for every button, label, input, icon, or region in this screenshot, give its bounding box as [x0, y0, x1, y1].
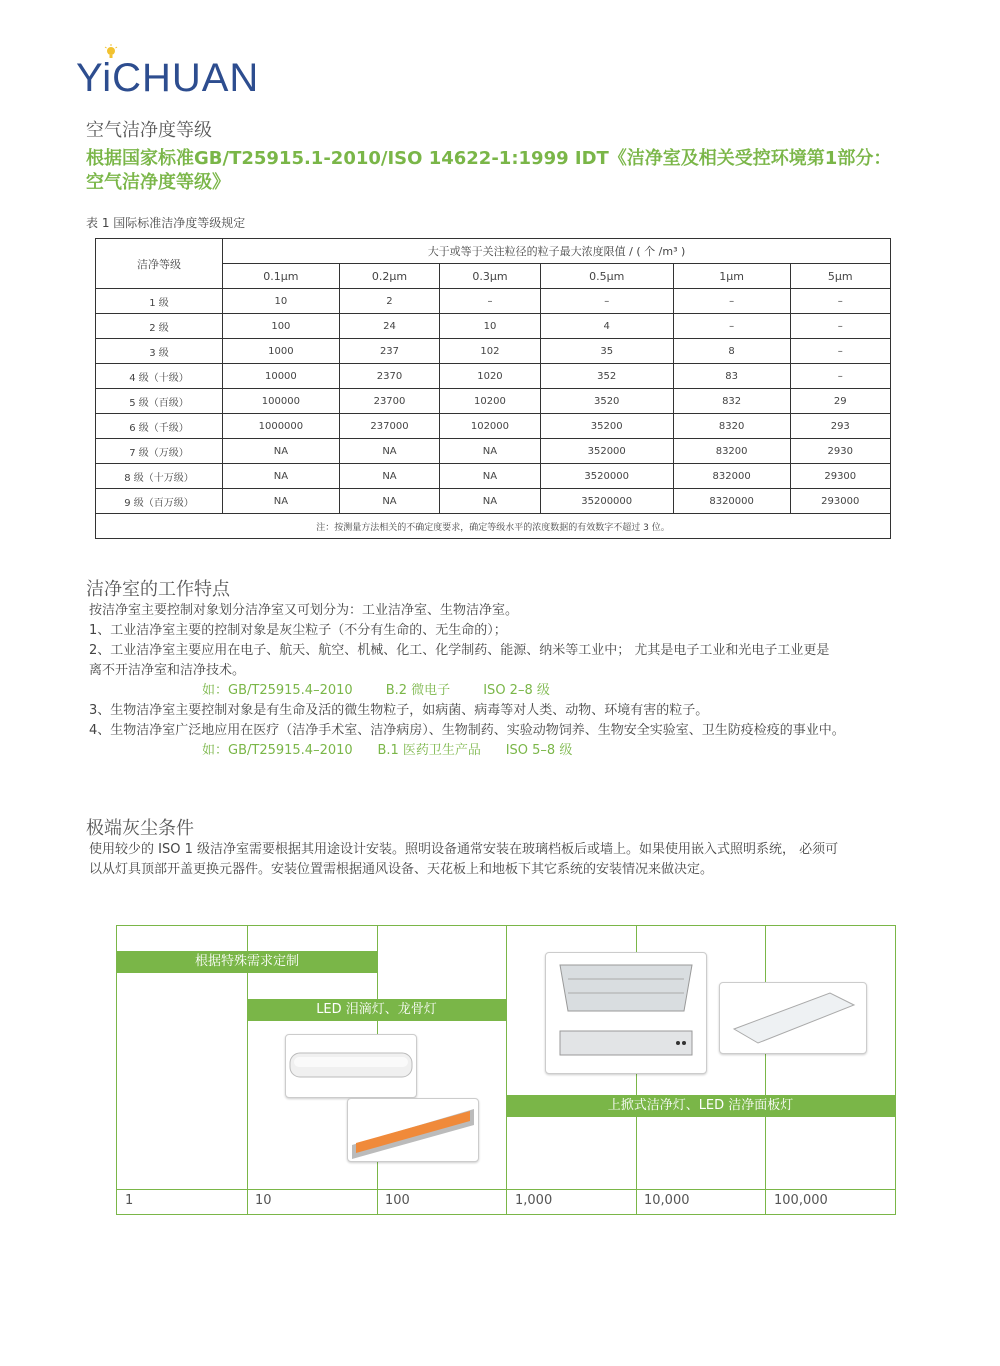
column-header: 0.1μm [223, 264, 340, 289]
extreme-dust-body [89, 840, 919, 880]
axis-tick-label: 100,000 [774, 1193, 828, 1208]
value-cell: 293 [790, 414, 891, 439]
axis-tick-label: 10 [255, 1193, 272, 1208]
value-cell: 1020 [440, 364, 540, 389]
value-cell: 2 [339, 289, 439, 314]
column-header: 1μm [673, 264, 790, 289]
value-cell: 352000 [540, 439, 673, 464]
value-cell: NA [440, 439, 540, 464]
value-cell: – [673, 289, 790, 314]
table-row [96, 439, 891, 464]
value-cell: 35200 [540, 414, 673, 439]
value-cell: 10000 [223, 364, 340, 389]
section-heading-cleanliness: 空气洁净度等级 [86, 120, 212, 141]
table-row [96, 339, 891, 364]
value-cell: 29300 [790, 464, 891, 489]
table-row [96, 414, 891, 439]
features-p5: 4、生物洁净室广泛地应用在医疗（洁净手术室、洁净病房）、生物制药、实验动物饲养、生物安全实验室、卫生防疫检疫的事业中。 [89, 723, 845, 738]
band-custom: 根据特殊需求定制 [117, 951, 377, 973]
standard-title [86, 147, 906, 195]
value-cell: – [790, 314, 891, 339]
grade-cell: 9 级（百万级） [96, 489, 223, 514]
value-cell: 24 [339, 314, 439, 339]
grade-cell: 1 级 [96, 289, 223, 314]
cleanliness-grade-table [95, 238, 891, 539]
value-cell: 832 [673, 389, 790, 414]
value-cell: – [673, 314, 790, 339]
table-row [96, 389, 891, 414]
standard-title-line2: 空气洁净度等级》 [86, 172, 230, 193]
value-cell: – [790, 289, 891, 314]
led-tube-orange-image [347, 1098, 479, 1162]
value-cell: 832000 [673, 464, 790, 489]
axis-line [117, 1189, 895, 1190]
value-cell: 237 [339, 339, 439, 364]
table-row [96, 289, 891, 314]
value-cell: 1000 [223, 339, 340, 364]
product-range-chart [116, 925, 896, 1215]
value-cell: 83 [673, 364, 790, 389]
value-cell: 10 [440, 314, 540, 339]
value-cell: NA [440, 489, 540, 514]
table-caption: 表 1 国际标准洁净度等级规定 [86, 216, 246, 230]
grade-cell: 8 级（十万级） [96, 464, 223, 489]
column-header: 5μm [790, 264, 891, 289]
flip-cleanroom-lamp-image [545, 952, 707, 1074]
value-cell: 35200000 [540, 489, 673, 514]
grade-cell: 6 级（千级） [96, 414, 223, 439]
value-cell: 35 [540, 339, 673, 364]
value-cell: 29 [790, 389, 891, 414]
table-row [96, 489, 891, 514]
value-cell: 3520000 [540, 464, 673, 489]
value-cell: 8320000 [673, 489, 790, 514]
grade-cell: 5 级（百级） [96, 389, 223, 414]
features-body [89, 601, 919, 761]
extreme-dust-p2: 以从灯具顶部开盖更换元器件。安装位置需根据通风设备、天花板上和地板下其它系统的安装情况来做决定。 [89, 862, 714, 877]
value-cell: 8 [673, 339, 790, 364]
value-cell: 102 [440, 339, 540, 364]
features-p3b: 离不开洁净室和洁净技术。 [89, 663, 246, 678]
standard-title-line1: 根据国家标准GB/T25915.1-2010/ISO 14622-1:1999 IDT《洁净室及相关受控环境第1部分： [86, 148, 892, 169]
led-panel-light-image [719, 982, 867, 1054]
grade-cell: 4 级（十级） [96, 364, 223, 389]
axis-tick-label: 1 [125, 1193, 134, 1208]
axis-tick-label: 100 [385, 1193, 410, 1208]
table-row [96, 364, 891, 389]
value-cell: – [790, 364, 891, 389]
value-cell: NA [339, 439, 439, 464]
value-cell: – [790, 339, 891, 364]
value-cell: 100 [223, 314, 340, 339]
logo-text: YiCHUAN [76, 56, 260, 100]
value-cell: NA [339, 464, 439, 489]
grade-cell: 7 级（万级） [96, 439, 223, 464]
value-cell: 4 [540, 314, 673, 339]
value-cell: NA [223, 464, 340, 489]
example-2: 如：GB/T25915.4–2010 B.1 医药卫生产品 ISO 5–8 级 [202, 743, 573, 758]
column-header: 0.5μm [540, 264, 673, 289]
grid-line [765, 926, 766, 1214]
features-p3a: 2、工业洁净室主要应用在电子、航天、航空、机械、化工、化学制药、能源、纳米等工业中； 尤其是电子工业和光电子工业更是 [89, 643, 830, 658]
grade-cell: 3 级 [96, 339, 223, 364]
axis-tick-label: 1,000 [515, 1193, 553, 1208]
features-p4: 3、生物洁净室主要控制对象是有生命及活的微生物粒子，如病菌、病毒等对人类、动物、环境有害的粒子。 [89, 703, 709, 718]
grid-line [506, 926, 507, 1214]
value-cell: 237000 [339, 414, 439, 439]
features-p2: 1、工业洁净室主要的控制对象是灰尘粒子（不分有生命的、无生命的）； [89, 623, 507, 638]
value-cell: – [440, 289, 540, 314]
value-cell: 10 [223, 289, 340, 314]
value-cell: NA [223, 489, 340, 514]
band-led-teardrop: LED 泪滴灯、龙骨灯 [247, 999, 506, 1021]
extreme-dust-p1: 使用较少的 ISO 1 级洁净室需要根据其用途设计安装。照明设备通常安装在玻璃档板后或墙上。如果使用嵌入式照明系统， 必须可 [89, 842, 839, 857]
value-cell: 83200 [673, 439, 790, 464]
value-cell: 1000000 [223, 414, 340, 439]
value-cell: 8320 [673, 414, 790, 439]
value-cell: – [540, 289, 673, 314]
value-cell: 100000 [223, 389, 340, 414]
value-cell: 293000 [790, 489, 891, 514]
value-cell: 352 [540, 364, 673, 389]
value-cell: 102000 [440, 414, 540, 439]
value-cell: 10200 [440, 389, 540, 414]
section-heading-features: 洁净室的工作特点 [86, 579, 230, 600]
section-heading-extreme-dust: 极端灰尘条件 [86, 818, 194, 839]
table-note: 注：按测量方法相关的不确定度要求，确定等级水平的浓度数据的有效数字不超过 3 位。 [96, 514, 891, 539]
value-cell: 3520 [540, 389, 673, 414]
column-header: 0.2μm [339, 264, 439, 289]
grade-cell: 2 级 [96, 314, 223, 339]
led-tube-white-image [285, 1034, 417, 1098]
value-cell: NA [339, 489, 439, 514]
axis-tick-label: 10,000 [644, 1193, 690, 1208]
value-cell: NA [223, 439, 340, 464]
value-cell: 2930 [790, 439, 891, 464]
yichuan-logo [76, 50, 286, 102]
band-flip-panel: 上掀式洁净灯、LED 洁净面板灯 [506, 1095, 895, 1117]
example-1: 如：GB/T25915.4–2010 B.2 微电子 ISO 2–8 级 [202, 683, 550, 698]
concentration-group-header: 大于或等于关注粒径的粒子最大浓度限值 / ( 个 /m³ ) [223, 239, 891, 264]
value-cell: NA [440, 464, 540, 489]
value-cell: 2370 [339, 364, 439, 389]
features-p1: 按洁净室主要控制对象划分洁净室又可划分为：工业洁净室、生物洁净室。 [89, 603, 519, 618]
value-cell: 23700 [339, 389, 439, 414]
grade-header: 洁净等级 [96, 239, 223, 289]
table-row [96, 464, 891, 489]
column-header: 0.3μm [440, 264, 540, 289]
table-row [96, 314, 891, 339]
